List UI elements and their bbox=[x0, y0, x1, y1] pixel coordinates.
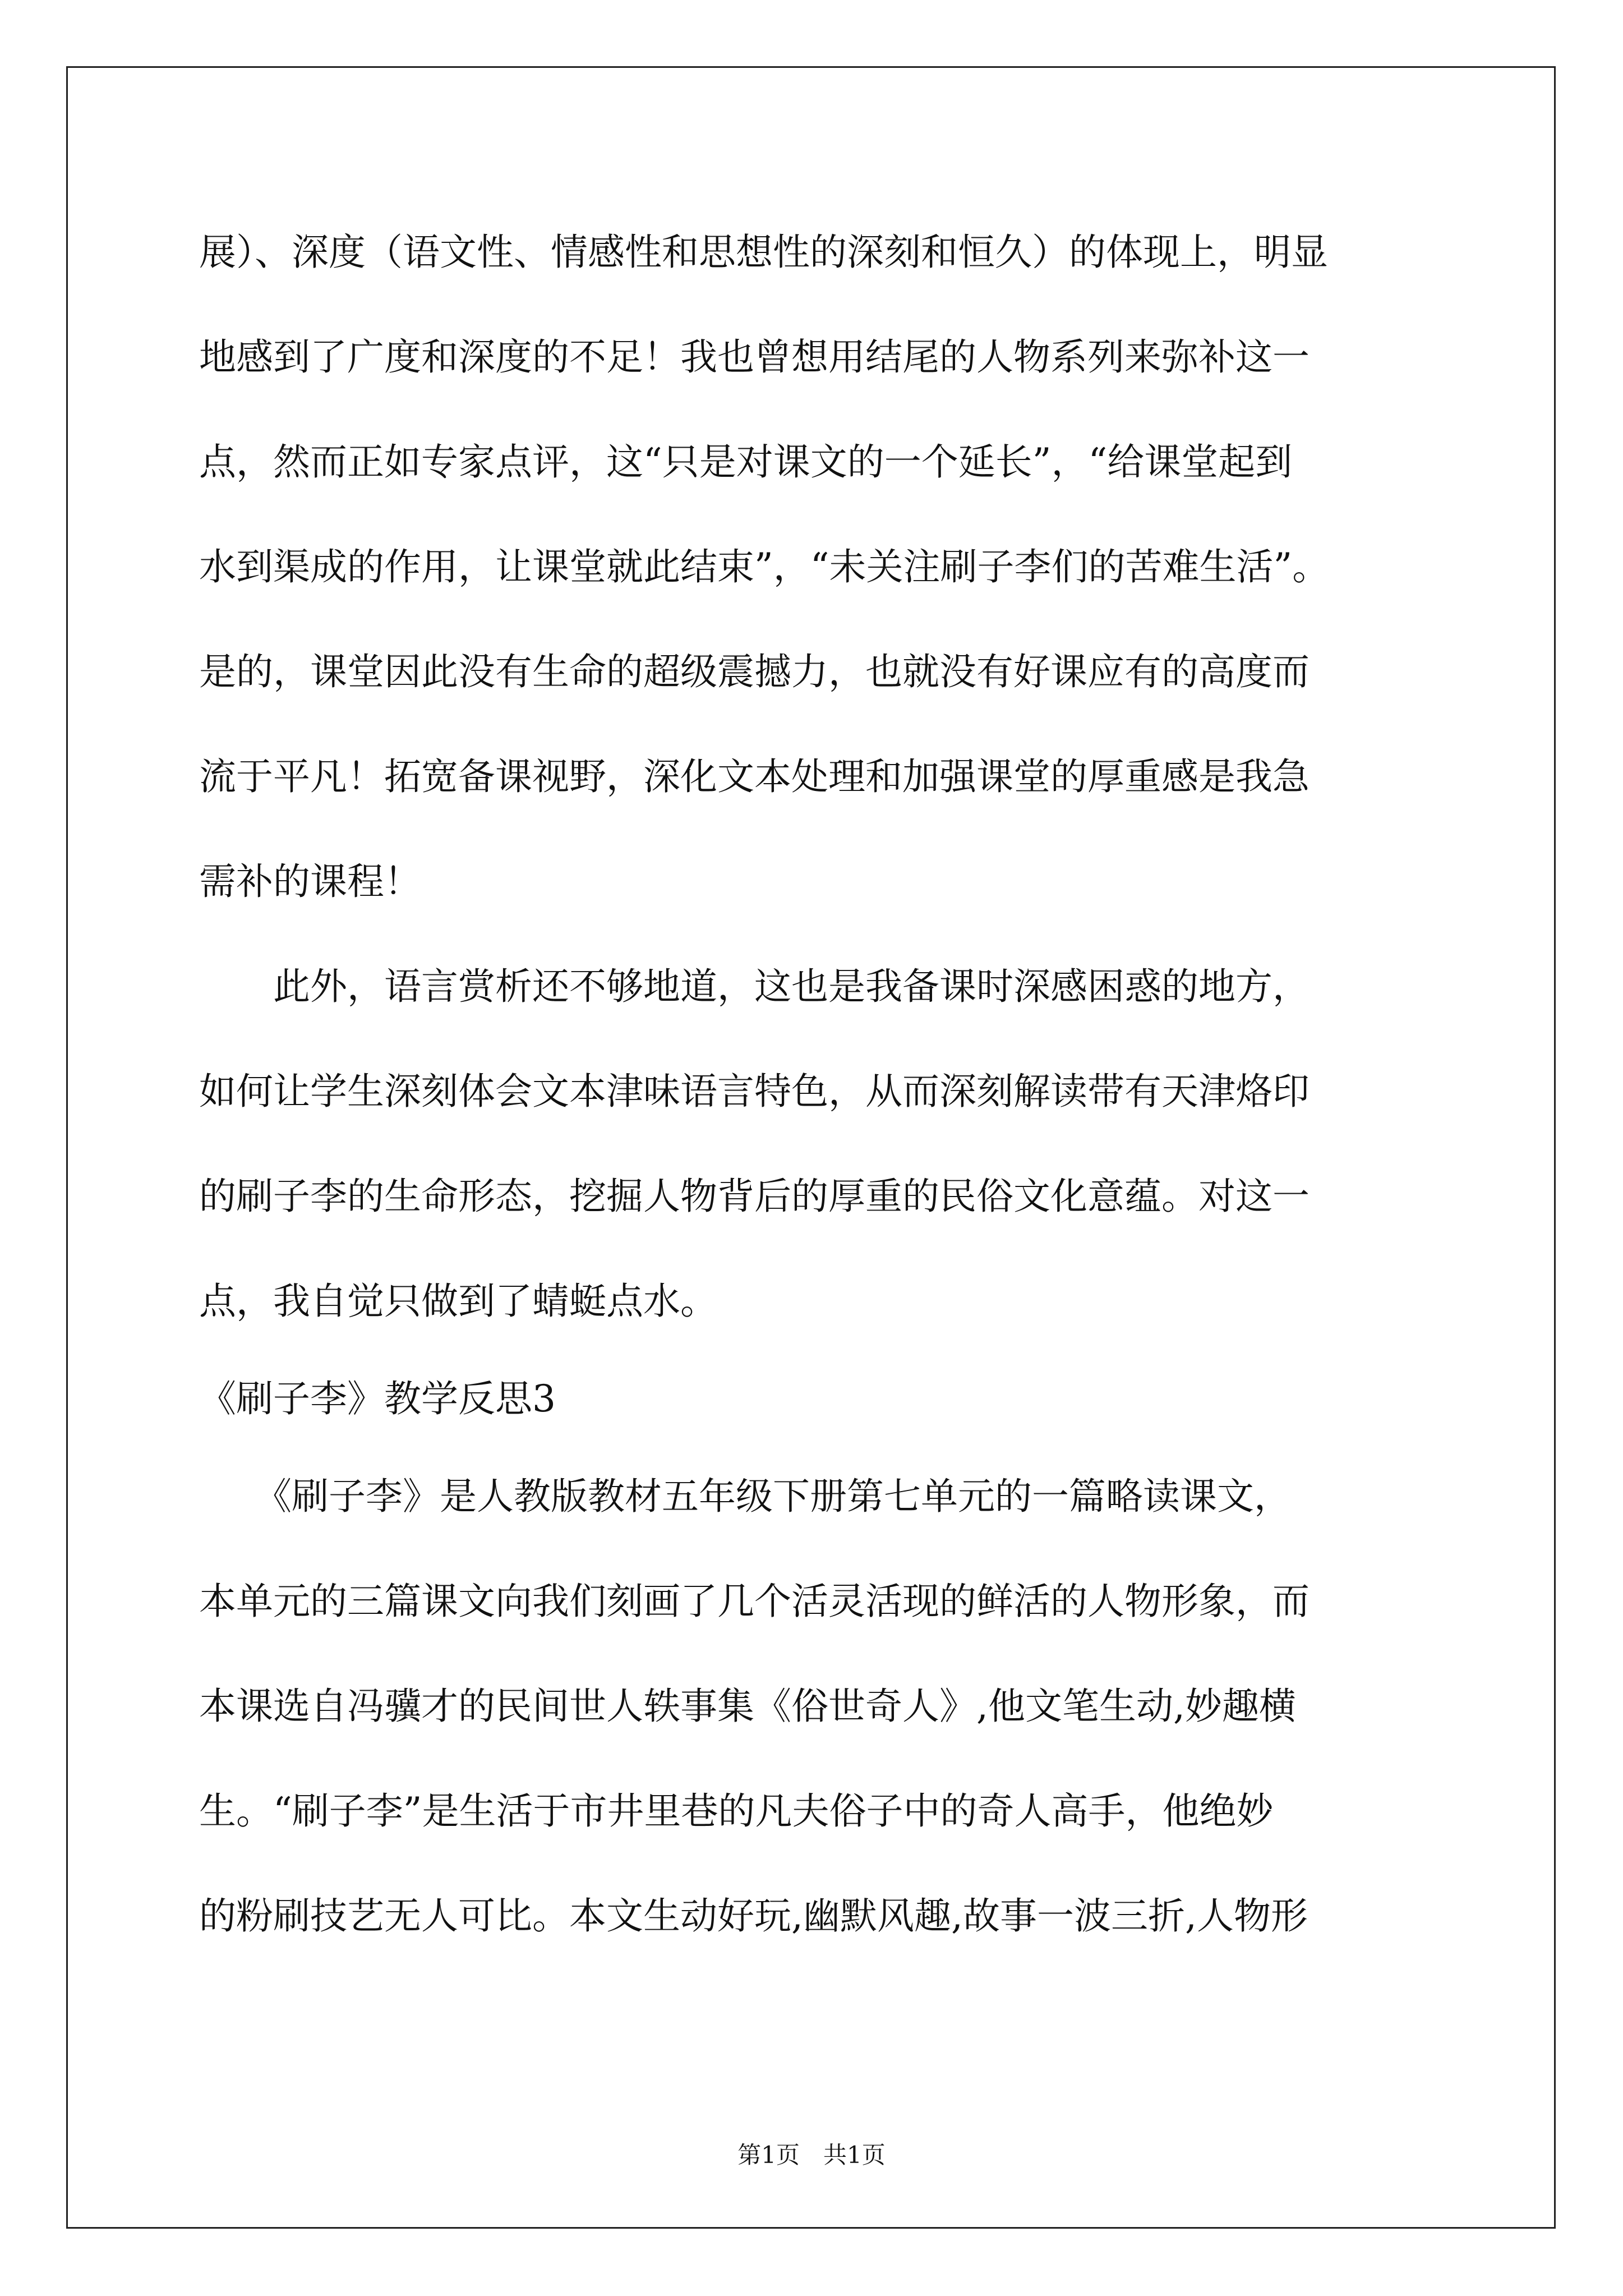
text-line: 水到渠成的作用，让课堂就此结束”，“未关注刷子李们的苦难生活”。 bbox=[199, 545, 1330, 588]
section-heading: 《刷子李》教学反思3 bbox=[199, 1377, 556, 1420]
text-line: 生。“刷子李”是生活于市井里巷的凡夫俗子中的奇人高手，他绝妙 bbox=[199, 1789, 1274, 1833]
page-footer: 第1页 共1页 bbox=[737, 2141, 886, 2169]
text-line: 点，我自觉只做到了蜻蜓点水。 bbox=[199, 1280, 717, 1323]
text-line: 展）、深度（语文性、情感性和思想性的深刻和恒久）的体现上，明显 bbox=[199, 231, 1328, 274]
text-line: 流于平凡！拓宽备课视野，深化文本处理和加强课堂的厚重感是我急 bbox=[199, 755, 1310, 798]
text-line: 的粉刷技艺无人可比。本文生动好玩,幽默风趣,故事一波三折,人物形 bbox=[199, 1894, 1308, 1938]
text-line: 本课选自冯骥才的民间世人轶事集《俗世奇人》,他文笔生动,妙趣横 bbox=[199, 1685, 1296, 1728]
text-line: 此外，语言赏析还不够地道，这也是我备课时深感困惑的地方， bbox=[199, 965, 1310, 1008]
text-line: 是的，课堂因此没有生命的超级震撼力，也就没有好课应有的高度而 bbox=[199, 650, 1310, 693]
text-line: 需补的课程！ bbox=[199, 860, 421, 903]
text-line: 点，然而正如专家点评，这“只是对课文的一个延长”，“给课堂起到 bbox=[199, 440, 1293, 484]
text-line: 本单元的三篇课文向我们刻画了几个活灵活现的鲜活的人物形象，而 bbox=[199, 1580, 1310, 1623]
text-line: 如何让学生深刻体会文本津味语言特色，从而深刻解读带有天津烙印 bbox=[199, 1070, 1310, 1113]
text-line: 的刷子李的生命形态，挖掘人物背后的厚重的民俗文化意蕴。对这一 bbox=[199, 1175, 1310, 1218]
text-line: 地感到了广度和深度的不足！我也曾想用结尾的人物系列来弥补这一 bbox=[199, 335, 1310, 379]
text-line: 《刷子李》是人教版教材五年级下册第七单元的一篇略读课文， bbox=[199, 1475, 1291, 1518]
